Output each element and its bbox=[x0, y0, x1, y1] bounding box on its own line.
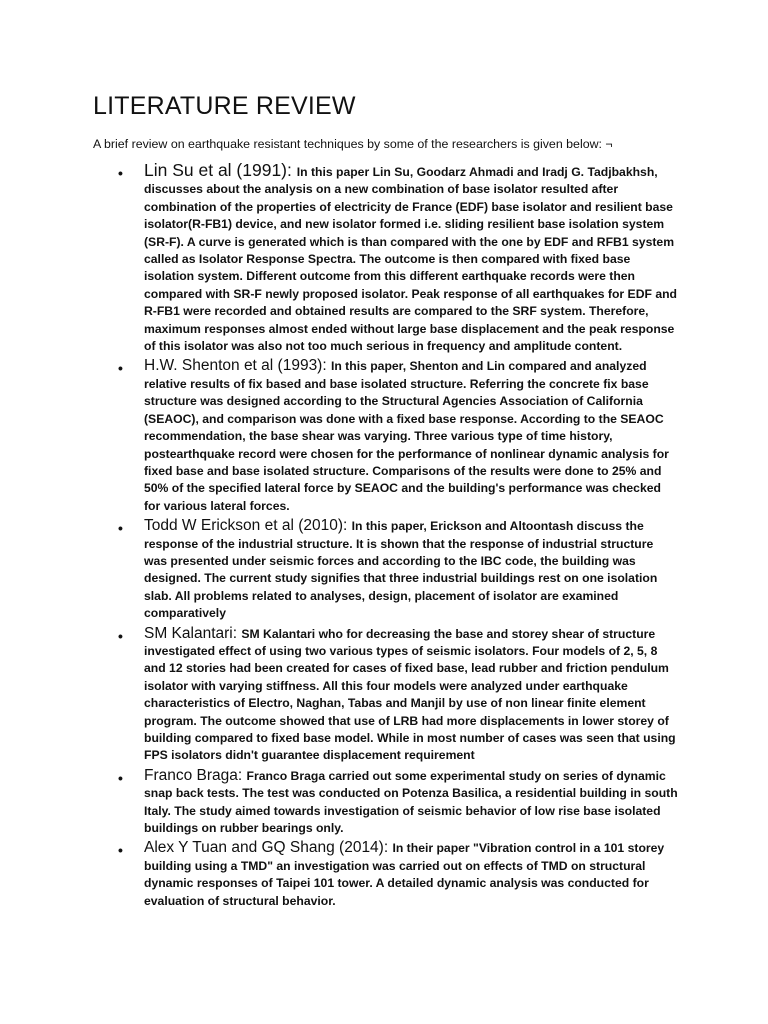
review-author: Lin Su et al (1991): bbox=[144, 160, 297, 180]
review-item-braga bbox=[0, 767, 768, 838]
review-text: In this paper Lin Su, Goodarz Ahmadi and Iradj G. Tadjbakhsh, discusses about the analysis on a new combination of base isolator resulted after combination of the properties of electricity de France (EDF) base isolator and resilient base isolator(R-FB1) device, and new isolator formed i.e. sliding resilient base isolation system (SR-F). A curve is generated which is than compared with the one by EDF and RFB1 system called as Isolator Response Spectra. The outcome is then compared with fixed base isolation system. Different outcome from this different earthquake records were then compared with SR-F newly proposed isolator. Peak response of all earthquakes for EDF and R-FB1 were recorded and obtained results are compared to the SRF system. Therefore, maximum responses almost ended without large base displacement and the peak response of this isolator was also not too much serious in frequency and amplitude content. bbox=[144, 165, 677, 354]
bullet-icon: • bbox=[118, 769, 123, 786]
review-text: Franco Braga carried out some experimental study on series of dynamic snap back tests. The test was conducted on Potenza Basilica, a residential building in south Italy. The study aimed towards investigation of seismic behavior of low rise base isolated buildings on rubber bearings only. bbox=[144, 768, 678, 836]
review-item-tuan-shang bbox=[0, 839, 768, 910]
bullet-icon: • bbox=[118, 627, 123, 644]
bullet-icon: • bbox=[118, 842, 123, 859]
review-author: Alex Y Tuan and GQ Shang (2014): bbox=[144, 839, 393, 857]
bullet-icon: • bbox=[118, 520, 123, 537]
review-item-shenton bbox=[0, 357, 768, 515]
review-author: H.W. Shenton et al (1993): bbox=[144, 357, 331, 375]
bullet-icon: • bbox=[118, 360, 123, 377]
bullet-icon: • bbox=[118, 165, 123, 181]
review-author: SM Kalantari: bbox=[144, 624, 242, 642]
intro-paragraph: A brief review on earthquake resistant techniques by some of the researchers is given below: ¬ bbox=[93, 137, 613, 151]
review-author: Franco Braga: bbox=[144, 766, 247, 784]
review-text: SM Kalantari who for decreasing the base and storey shear of structure investigated effect of using two various types of seismic isolators. Four models of 2, 5, 8 and 12 stories had been created for cases of fixed base, lead rubber and friction pendulum isolator with varying stiffness. All this four models were analyzed under earthquake characteristics of Electro, Naghan, Tabas and Manjil by use of non linear finite element program. The outcome showed that use of LRB had more displacements in lower storey of building compared to fixed base model. While in most number of cases was seen that using FPS isolators didn't guarantee displacement requirement bbox=[144, 626, 676, 763]
review-text: In this paper, Erickson and Altoontash discuss the response of the industrial structure. It is shown that the response of industrial structure was presented under seismic forces and according to the IBC code, the building was designed. The current study signifies that three industrial buildings rest on one isolation slab. All problems related to analyses, design, placement of isolator are examined comparatively bbox=[144, 519, 658, 621]
review-list bbox=[0, 162, 768, 912]
review-author: Todd W Erickson et al (2010): bbox=[144, 517, 352, 535]
review-item-erickson bbox=[0, 517, 768, 622]
review-text: In their paper "Vibration control in a 101 storey building using a TMD" an investigation was carried out on effects of TMD on structural dynamic responses of Taipei 101 tower. A detailed dynamic analysis was conducted for evaluation of structural behavior. bbox=[144, 841, 665, 908]
review-item-kalantari bbox=[0, 625, 768, 765]
review-item-lin-su bbox=[0, 162, 768, 355]
page-title: LITERATURE REVIEW bbox=[93, 92, 356, 120]
review-text: In this paper, Shenton and Lin compared and analyzed relative results of fix based and base isolated structure. Referring the concrete fix base structure was designed according to the Structural Agencies Association of California (SEAOC), and comparison was done with a fixed base response. According to the SEAOC recommendation, the base shear was varying. Three various type of time history, postearthquake record were chosen for the performance of nonlinear dynamic analysis for fixed base and base isolated structure. Comparisons of the results were done to 25% and 50% of the specified lateral force by SEAOC and the building's performance was checked for various lateral forces. bbox=[144, 359, 669, 513]
